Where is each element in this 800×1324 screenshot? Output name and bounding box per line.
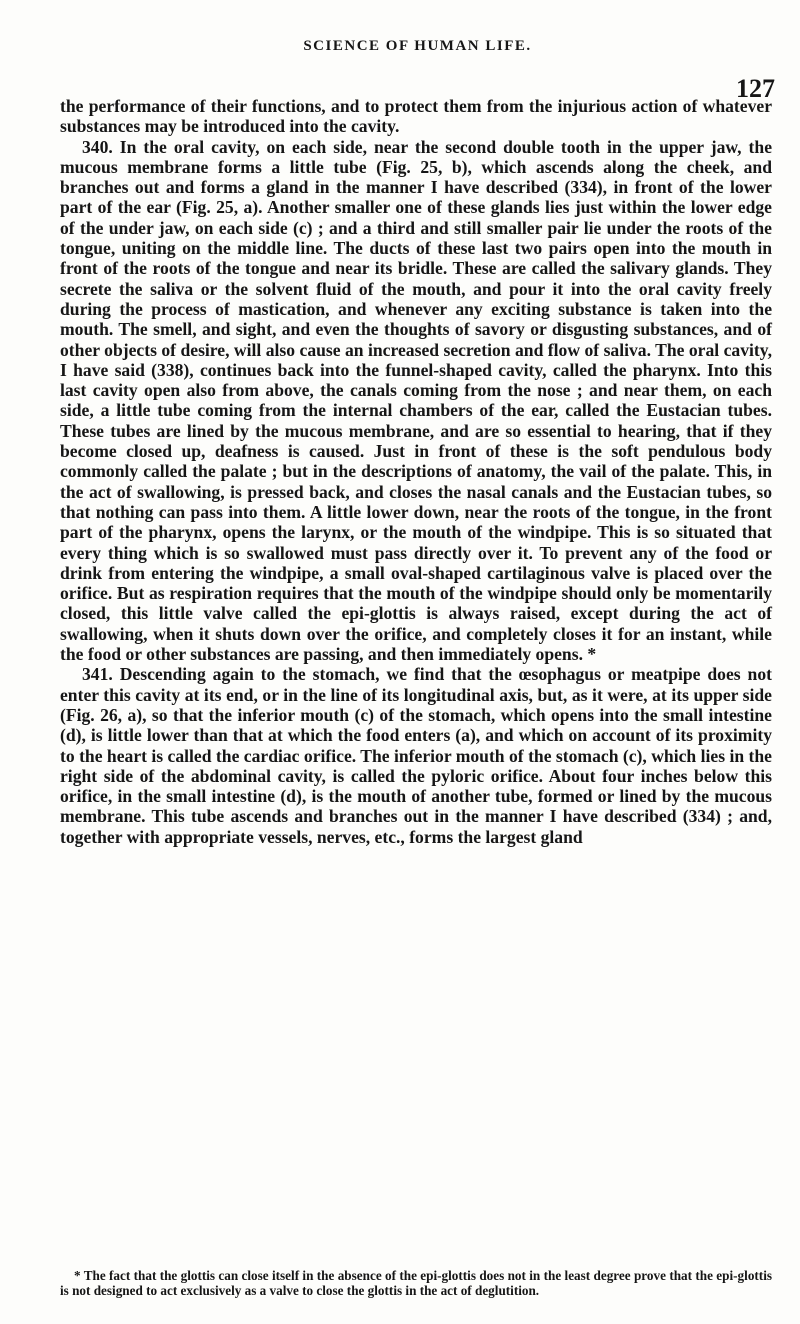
footnote-text: * The fact that the glottis can close itself in the absence of the epi-glottis does not in the least degree prove that the epi-glottis is not designed to act exclusively as a valve to close the glottis in the act of deglutition. <box>60 1268 772 1298</box>
footnote <box>60 1268 772 1298</box>
paragraph-341: 341. Descending again to the stomach, we find that the œsophagus or meatpipe does not enter this cavity at its end, or in the line of its longitudinal axis, but, as it were, at its upper side (Fig. 26, a), so that the inferior mouth (c) of the stomach, which opens into the small intestine (d), is little lower than that at which the food enters (a), and which on account of its proximity to the heart is called the cardiac orifice. The inferior mouth of the stomach (c), which lies in the right side of the abdominal cavity, is called the pyloric orifice. About four inches below this orifice, in the small intestine (d), is the mouth of another tube, formed or lined by the mucous membrane. This tube ascends and branches out in the manner I have described (334) ; and, together with appropriate vessels, nerves, etc., forms the largest gland <box>60 664 772 847</box>
page-number: 127 <box>736 74 775 103</box>
page-header <box>60 36 775 103</box>
body-text <box>60 96 772 847</box>
running-head: SCIENCE OF HUMAN LIFE. <box>303 38 532 54</box>
paragraph-340: 340. In the oral cavity, on each side, near the second double tooth in the upper jaw, the mucous membrane forms a little tube (Fig. 25, b), which ascends along the cheek, and branches out and forms a gland in the manner I have described (334), in front of the lower part of the ear (Fig. 25, a). Another smaller one of these glands lies just within the lower edge of the under jaw, on each side (c) ; and a third and still smaller pair lie under the roots of the tongue, uniting on the middle line. The ducts of these last two pairs open into the mouth in front of the roots of the tongue and near its bridle. These are called the salivary glands. They secrete the saliva or the solvent fluid of the mouth, and pour it into the oral cavity freely during the process of mastication, and whenever any exciting substance is taken into the mouth. The smell, and sight, and even the thoughts of savory or disgusting substances, and of other objects of desire, will also cause an increased secretion and flow of saliva. The oral cavity, I have said (338), continues back into the funnel-shaped cavity, called the pharynx. Into this last cavity open also from above, the canals coming from the nose ; and near them, on each side, a little tube coming from the internal chambers of the ear, called the Eustacian tubes. These tubes are lined by the mucous membrane, and are so essential to hearing, that if they become closed up, deafness is caused. Just in front of these is the soft pendulous body commonly called the palate ; but in the descriptions of anatomy, the vail of the palate. This, in the act of swallowing, is pressed back, and closes the nasal canals and the Eustacian tubes, so that nothing can pass into them. A little lower down, near the roots of the tongue, in the front part of the pharynx, opens the larynx, or the mouth of the windpipe. This is so situated that every thing which is so swallowed must pass directly over it. To prevent any of the food or drink from entering the windpipe, a small oval-shaped cartilaginous valve is placed over the orifice. But as respiration requires that the mouth of the windpipe should only be momentarily closed, this little valve called the epi-glottis is always raised, except during the act of swallowing, when it shuts down over the orifice, and completely closes it for an instant, while the food or other substances are passing, and then immediately opens. * <box>60 136 772 665</box>
paragraph-continuation: the performance of their functions, and to protect them from the injurious action of whatever substances may be introduced into the cavity. <box>60 96 772 137</box>
